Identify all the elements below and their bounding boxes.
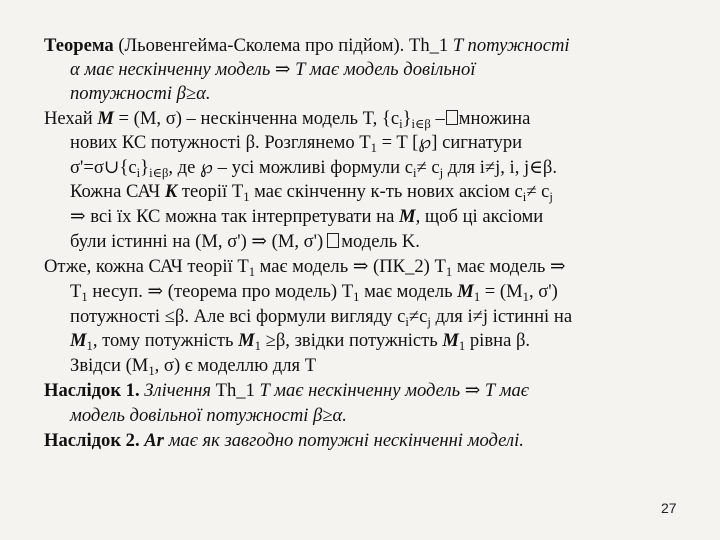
missing-glyph-icon — [327, 233, 339, 248]
model-symbol: M — [457, 281, 474, 302]
text: ≥β, звідки потужність — [260, 330, 443, 351]
text: σ'=σ∪{c — [70, 157, 137, 178]
text: – — [430, 108, 445, 129]
proof-line-3 — [70, 157, 557, 179]
proof-line-10 — [70, 330, 530, 352]
text: , σ') — [528, 281, 558, 302]
text: нових КС потужності β. Розглянемо T — [70, 132, 371, 153]
theorem-title: (Льовенгейма-Сколема про підйом). Th_1 — [113, 35, 453, 56]
subscript: j — [549, 189, 553, 204]
theorem-text: α має нескінченну модель ⇒ T має модель довільної — [70, 59, 476, 80]
text: множина — [458, 108, 531, 129]
text: Звідси (M — [70, 355, 149, 376]
text: Кожна САЧ — [70, 181, 165, 202]
text: має як завгодно потужні нескінченні моделі. — [163, 430, 524, 451]
proof-line-1 — [44, 108, 530, 130]
text: Нехай — [44, 108, 98, 129]
text: потужності ≤β. Але всі формули вигляду c — [70, 306, 406, 327]
subscript: 1 — [370, 140, 377, 155]
text: , де ℘ – усі можливі формули c — [168, 157, 413, 178]
proof-line-2 — [70, 132, 522, 154]
subscript: i — [399, 116, 403, 131]
corollary-2-line-1 — [44, 430, 524, 452]
text: , щоб ці аксіоми — [415, 206, 544, 227]
text: має модель ⇒ (ПК_2) T — [255, 256, 446, 277]
model-symbol: K — [164, 181, 178, 202]
theorem-line-3 — [70, 83, 211, 105]
subscript: 1 — [81, 289, 88, 304]
corollary-1-line-2 — [70, 405, 347, 427]
model-symbol: M — [97, 108, 114, 129]
page-number: 27 — [661, 500, 677, 516]
subscript: i∈β — [411, 116, 431, 131]
missing-glyph-icon — [446, 110, 458, 125]
model-symbol: M — [238, 330, 255, 351]
subscript: j — [439, 165, 444, 180]
corollary-1-line-1 — [44, 380, 529, 402]
proof-line-9 — [70, 306, 572, 328]
text: має модель — [359, 281, 458, 302]
text: ⇒ всі їх КС можна так інтерпретувати на — [70, 206, 400, 227]
subscript: j — [427, 314, 431, 329]
ar-symbol: Ar — [139, 430, 164, 451]
corollary-1-label: Наслідок 1. — [44, 380, 140, 401]
text: має скінченну к-ть нових аксіом c — [249, 181, 523, 202]
proof-line-11 — [70, 355, 316, 377]
text: модель K. — [341, 231, 420, 252]
text: } — [402, 108, 412, 129]
text: Th_1 — [210, 380, 260, 401]
subscript: i — [412, 165, 417, 180]
subscript: 1 — [522, 289, 529, 304]
subscript: 1 — [86, 338, 93, 353]
text: T — [70, 281, 82, 302]
text: = (M, σ) – нескінченна модель T, {c — [113, 108, 400, 129]
proof-line-8 — [70, 281, 558, 303]
proof-line-7 — [44, 256, 566, 278]
text: = (M — [480, 281, 523, 302]
text: має модель ⇒ — [452, 256, 566, 277]
text: рівна β. — [465, 330, 531, 351]
subscript: 1 — [473, 289, 481, 304]
text: ≠ c — [416, 157, 440, 178]
proof-line-6 — [70, 231, 420, 253]
text: Отже, кожна САЧ теорії T — [44, 256, 249, 277]
subscript: 1 — [445, 264, 453, 279]
model-symbol: M — [399, 206, 416, 227]
subscript: 1 — [248, 264, 255, 279]
subscript: 1 — [148, 363, 155, 378]
theorem-label: Теорема — [44, 35, 114, 56]
text: = T [℘] сигнатури — [376, 132, 523, 153]
corollary-2-label: Наслідок 2. — [44, 430, 140, 451]
text: T має нескінченну модель ⇒ T має — [259, 380, 529, 401]
text: , σ) є моделлю для T — [154, 355, 317, 376]
subscript: 1 — [458, 338, 466, 353]
theorem-text: потужності β≥α. — [70, 83, 211, 104]
subscript: i — [522, 189, 527, 204]
theorem-text: T потужності — [452, 35, 570, 56]
theorem-line-2 — [70, 59, 476, 81]
subscript: i∈β — [149, 165, 169, 180]
subscript: 1 — [243, 189, 250, 204]
text: для i≠j істинні на — [430, 306, 573, 327]
text: } — [140, 157, 150, 178]
text: модель довільної потужності β≥α. — [70, 405, 347, 426]
text: ≠c — [408, 306, 428, 327]
text: для i≠j, i, j∈β. — [443, 157, 558, 178]
theorem-line-1 — [44, 35, 570, 57]
model-symbol: M — [442, 330, 459, 351]
text: теорії T — [177, 181, 244, 202]
text: , тому потужність — [92, 330, 239, 351]
proof-line-5 — [70, 206, 543, 228]
text: були істинні на (M, σ') ⇒ (M, σ') — [70, 231, 324, 252]
subscript: 1 — [254, 338, 261, 353]
subscript: 1 — [353, 289, 360, 304]
model-symbol: M — [70, 330, 87, 351]
proof-line-4 — [70, 181, 553, 203]
subscript: i — [136, 165, 141, 180]
subscript: i — [405, 314, 409, 329]
text: ≠ c — [526, 181, 550, 202]
text: несуп. ⇒ (теорема про модель) T — [87, 281, 354, 302]
text: Злічення — [139, 380, 211, 401]
